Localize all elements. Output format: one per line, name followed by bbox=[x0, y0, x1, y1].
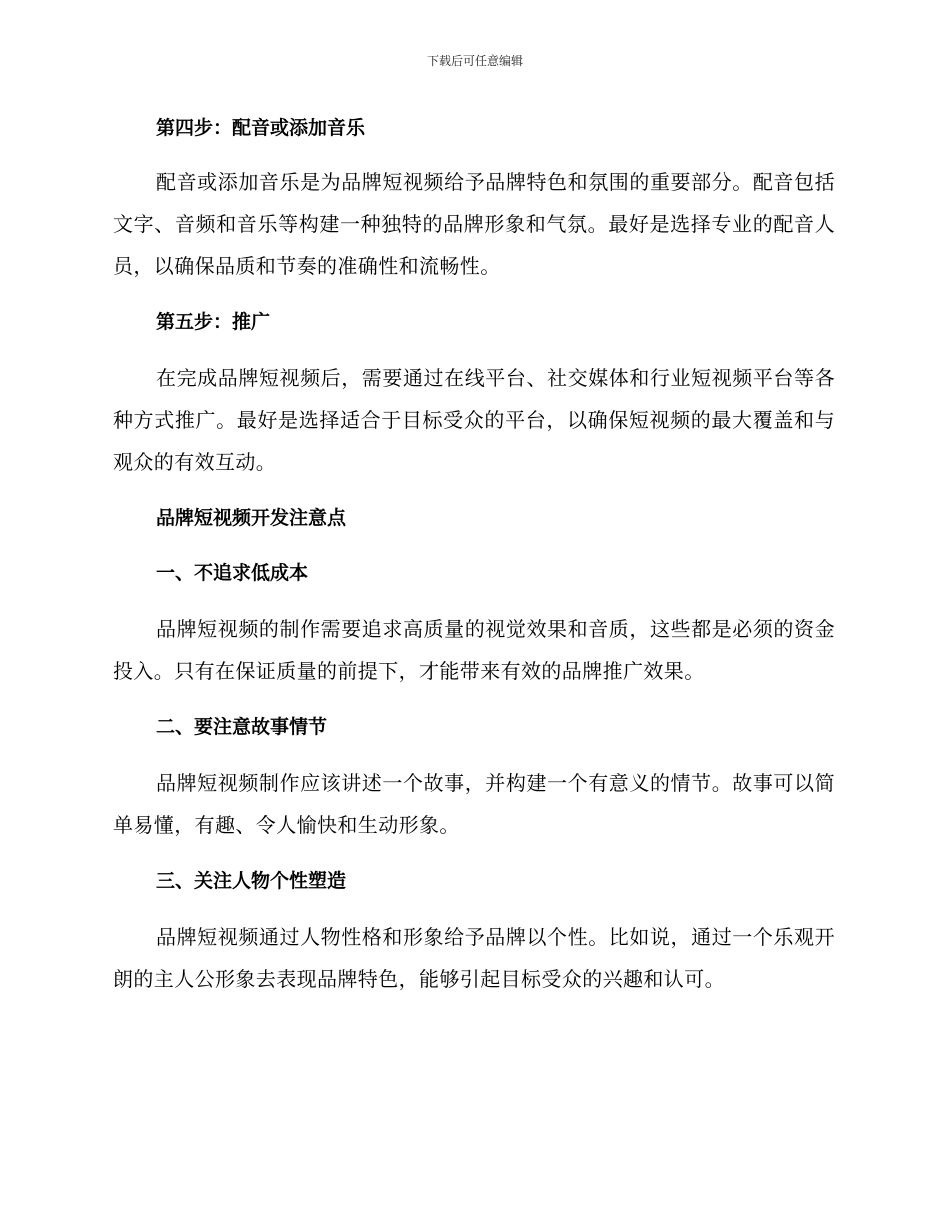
point2-heading: 二、要注意故事情节 bbox=[156, 716, 328, 738]
document-body bbox=[113, 108, 835, 1000]
page-header: 下载后可任意编辑 bbox=[426, 54, 523, 68]
point3-paragraph: 品牌短视频通过人物性格和形象给予品牌以个性。比如说，通过一个乐观开朗的主人公形象去表现品牌特色，能够引起目标受众的兴趣和认可。 bbox=[113, 925, 835, 991]
step5-heading: 第五步：推广 bbox=[156, 311, 271, 333]
point2-paragraph: 品牌短视频制作应该讲述一个故事，并构建一个有意义的情节。故事可以简单易懂，有趣、令人愉快和生动形象。 bbox=[113, 771, 835, 837]
step4-paragraph: 配音或添加音乐是为品牌短视频给予品牌特色和氛围的重要部分。配音包括文字、音频和音乐等构建一种独特的品牌形象和气氛。最好是选择专业的配音人员，以确保品质和节奏的准确性和流畅性。 bbox=[113, 170, 835, 278]
point1-heading: 一、不追求低成本 bbox=[156, 562, 309, 584]
point3-heading: 三、关注人物个性塑造 bbox=[156, 870, 347, 892]
notes-heading: 品牌短视频开发注意点 bbox=[156, 507, 347, 529]
step5-paragraph: 在完成品牌短视频后，需要通过在线平台、社交媒体和行业短视频平台等各种方式推广。最好是选择适合于目标受众的平台，以确保短视频的最大覆盖和与观众的有效互动。 bbox=[113, 366, 835, 474]
step4-heading: 第四步：配音或添加音乐 bbox=[156, 117, 366, 139]
point1-paragraph: 品牌短视频的制作需要追求高质量的视觉效果和音质，这些都是必须的资金投入。只有在保证质量的前提下，才能带来有效的品牌推广效果。 bbox=[113, 617, 835, 683]
